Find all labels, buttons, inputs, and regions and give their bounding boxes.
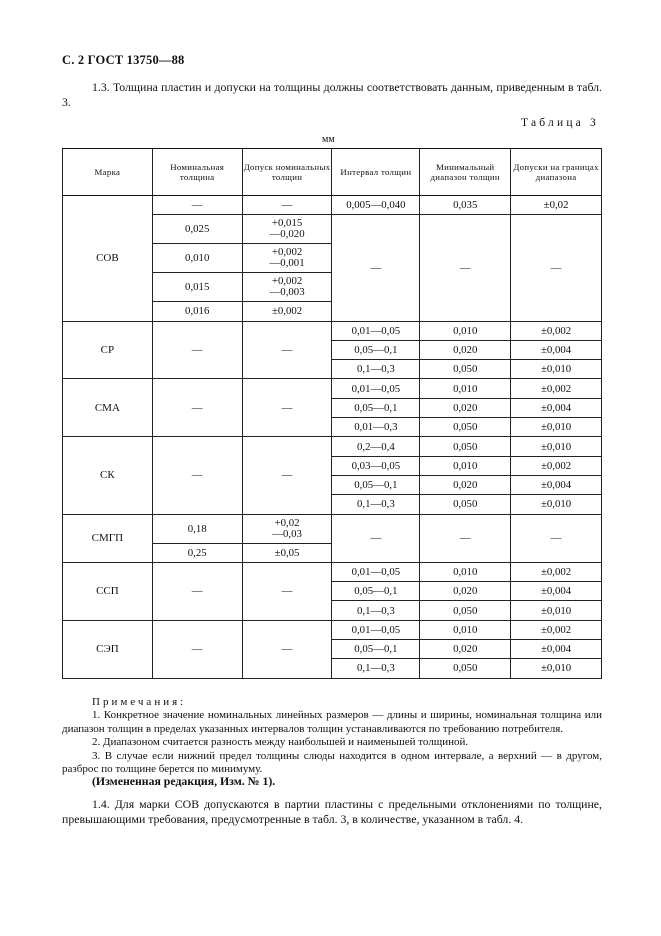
- grade-cell: СР: [63, 321, 153, 379]
- min-range-cell: 0,035: [420, 196, 511, 215]
- min-range-cell: 0,050: [420, 601, 511, 620]
- interval-cell: 0,1—0,3: [332, 659, 420, 678]
- edge-tolerance-cell: ±0,004: [511, 398, 602, 417]
- table-row: [63, 562, 602, 581]
- tolerance-lower: —0,003: [269, 286, 305, 299]
- edge-tolerance-cell: ±0,004: [511, 475, 602, 494]
- min-range-cell: 0,010: [420, 379, 511, 398]
- nominal-cell: 0,010: [152, 244, 242, 273]
- tolerance-cell: [242, 514, 332, 543]
- grade-cell: СК: [63, 437, 153, 514]
- table-row: [63, 321, 602, 340]
- page-header: С. 2 ГОСТ 13750—88: [62, 53, 185, 67]
- tolerance-cell: [242, 215, 332, 244]
- edge-tolerance-cell: ±0,010: [511, 360, 602, 379]
- interval-cell: 0,05—0,1: [332, 398, 420, 417]
- nominal-cell: —: [152, 379, 242, 437]
- nominal-cell: —: [152, 562, 242, 620]
- col-header-edge-tolerance: Допуски на границах диапазона: [511, 149, 602, 196]
- nominal-cell: —: [152, 321, 242, 379]
- grade-cell: ССП: [63, 562, 153, 620]
- min-range-cell: 0,020: [420, 582, 511, 601]
- nominal-cell: —: [152, 620, 242, 678]
- tolerance-lower: —0,001: [269, 257, 305, 270]
- table-row: [63, 196, 602, 215]
- table-row: [63, 379, 602, 398]
- col-header-interval: Интервал толщин: [332, 149, 420, 196]
- grade-cell: СМА: [63, 379, 153, 437]
- interval-cell: 0,01—0,05: [332, 562, 420, 581]
- interval-cell: 0,1—0,3: [332, 360, 420, 379]
- grade-cell: СОВ: [63, 196, 153, 322]
- tolerance-upper: +0,02: [274, 516, 300, 529]
- col-header-nominal: Номинальная толщина: [152, 149, 242, 196]
- min-range-cell: 0,020: [420, 398, 511, 417]
- table-caption: Таблица 3: [521, 117, 599, 129]
- min-range-cell: 0,020: [420, 475, 511, 494]
- edge-tolerance-cell: ±0,002: [511, 456, 602, 475]
- tolerance-cell: —: [242, 196, 332, 215]
- nominal-cell: —: [152, 437, 242, 514]
- min-range-cell: 0,020: [420, 640, 511, 659]
- nominal-cell: 0,18: [152, 514, 242, 543]
- note-item: 3. В случае если нижний предел толщины слюды находится в одном интервале, а верхний — в другом, разброс по толщине берется по минимуму.: [62, 749, 602, 776]
- interval-cell: 0,01—0,05: [332, 620, 420, 639]
- interval-cell: 0,03—0,05: [332, 456, 420, 475]
- interval-cell: 0,005—0,040: [332, 196, 420, 215]
- edge-tolerance-cell: ±0,010: [511, 659, 602, 678]
- min-range-cell: —: [420, 514, 511, 562]
- interval-cell: 0,05—0,1: [332, 340, 420, 359]
- min-range-cell: 0,010: [420, 562, 511, 581]
- edge-tolerance-cell: ±0,010: [511, 418, 602, 437]
- paragraph-1-3: 1.3. Толщина пластин и допуски на толщины должны соответствовать данным, приведенным в табл. 3.: [62, 80, 602, 109]
- table-notes: [62, 696, 602, 776]
- min-range-cell: —: [420, 215, 511, 321]
- tolerance-cell: ±0,002: [242, 302, 332, 321]
- min-range-cell: 0,020: [420, 340, 511, 359]
- tolerance-upper: +0,002: [271, 275, 303, 288]
- interval-cell: 0,05—0,1: [332, 475, 420, 494]
- min-range-cell: 0,050: [420, 437, 511, 456]
- tolerance-lower: —0,03: [272, 527, 302, 540]
- col-header-grade: Марка: [63, 149, 153, 196]
- tolerance-lower: —0,020: [269, 228, 305, 241]
- interval-cell: 0,2—0,4: [332, 437, 420, 456]
- paragraph-1-4: 1.4. Для марки СОВ допускаются в партии пластины с предельными отклонениями по толщине, превышающими требования, предусмотренные в табл. 3, в количестве, указанном в табл. 4.: [62, 797, 602, 826]
- thickness-table: [62, 148, 602, 679]
- edge-tolerance-cell: ±0,002: [511, 562, 602, 581]
- table-row: [63, 437, 602, 456]
- notes-heading: Примечания:: [92, 696, 187, 708]
- edge-tolerance-cell: —: [511, 514, 602, 562]
- interval-cell: 0,1—0,3: [332, 495, 420, 514]
- interval-cell: 0,05—0,1: [332, 582, 420, 601]
- grade-cell: СЭП: [63, 620, 153, 678]
- edge-tolerance-cell: ±0,002: [511, 620, 602, 639]
- table-row: [63, 514, 602, 543]
- min-range-cell: 0,010: [420, 620, 511, 639]
- min-range-cell: 0,050: [420, 360, 511, 379]
- nominal-cell: 0,015: [152, 273, 242, 302]
- edge-tolerance-cell: ±0,002: [511, 379, 602, 398]
- nominal-cell: 0,025: [152, 215, 242, 244]
- edge-tolerance-cell: ±0,010: [511, 437, 602, 456]
- min-range-cell: 0,050: [420, 495, 511, 514]
- edge-tolerance-cell: ±0,02: [511, 196, 602, 215]
- interval-cell: 0,01—0,3: [332, 418, 420, 437]
- edge-tolerance-cell: ±0,010: [511, 601, 602, 620]
- tolerance-cell: —: [242, 620, 332, 678]
- tolerance-cell: [242, 273, 332, 302]
- interval-cell: 0,01—0,05: [332, 379, 420, 398]
- min-range-cell: 0,050: [420, 659, 511, 678]
- amendment-note: (Измененная редакция, Изм. № 1).: [92, 774, 276, 788]
- interval-cell: 0,05—0,1: [332, 640, 420, 659]
- col-header-tolerance: Допуск номинальных толщин: [242, 149, 332, 196]
- note-item: 2. Диапазоном считается разность между наибольшей и наименьшей толщиной.: [92, 736, 469, 749]
- table-units: мм: [322, 134, 335, 145]
- table-row: [63, 620, 602, 639]
- table-header-row: [63, 149, 602, 196]
- nominal-cell: 0,016: [152, 302, 242, 321]
- interval-cell: 0,01—0,05: [332, 321, 420, 340]
- interval-cell: 0,1—0,3: [332, 601, 420, 620]
- interval-cell: —: [332, 514, 420, 562]
- tolerance-cell: —: [242, 562, 332, 620]
- tolerance-cell: —: [242, 321, 332, 379]
- edge-tolerance-cell: ±0,010: [511, 495, 602, 514]
- note-item: 1. Конкретное значение номинальных линейных размеров — длины и ширины, номинальная толщина или диапазон толщин в пределах указанных интервалов толщин устанавливаются по требованию потребителя.: [62, 709, 602, 735]
- min-range-cell: 0,010: [420, 321, 511, 340]
- edge-tolerance-cell: ±0,002: [511, 321, 602, 340]
- tolerance-cell: —: [242, 437, 332, 514]
- grade-cell: СМГП: [63, 514, 153, 562]
- edge-tolerance-cell: ±0,004: [511, 582, 602, 601]
- nominal-cell: —: [152, 196, 242, 215]
- tolerance-cell: —: [242, 379, 332, 437]
- min-range-cell: 0,050: [420, 418, 511, 437]
- edge-tolerance-cell: —: [511, 215, 602, 321]
- min-range-cell: 0,010: [420, 456, 511, 475]
- col-header-min-range: Минимальный диапазон толщин: [420, 149, 511, 196]
- tolerance-cell: [242, 244, 332, 273]
- edge-tolerance-cell: ±0,004: [511, 340, 602, 359]
- edge-tolerance-cell: ±0,004: [511, 640, 602, 659]
- nominal-cell: 0,25: [152, 543, 242, 562]
- tolerance-upper: +0,002: [271, 246, 303, 259]
- tolerance-cell: ±0,05: [242, 543, 332, 562]
- interval-cell: —: [332, 215, 420, 321]
- tolerance-upper: +0,015: [271, 217, 303, 230]
